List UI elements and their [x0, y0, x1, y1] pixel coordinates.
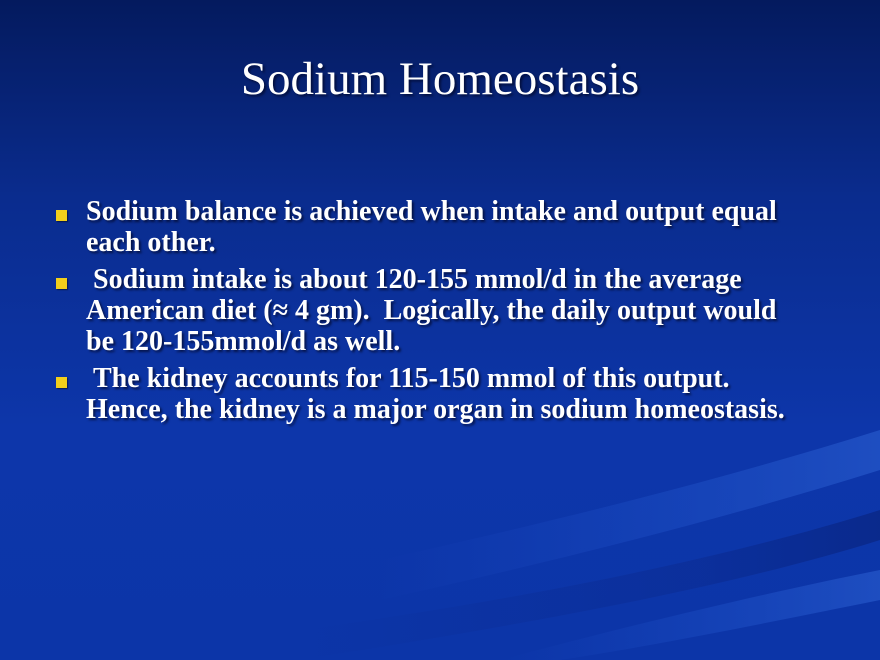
slide-title: Sodium Homeostasis [240, 53, 640, 105]
bullet-item-3 [56, 363, 796, 425]
square-bullet-icon [56, 377, 67, 388]
bullet-text: The kidney accounts for 115-150 mmol of this output. Hence, the kidney is a major organ in sodium homeostasis. [86, 363, 785, 425]
bullet-text: Sodium intake is about 120-155 mmol/d in the average American diet (≈ 4 gm). Logically, the daily output would be 120-155mmol/d as well. [86, 264, 784, 357]
bullet-item-2 [56, 264, 796, 357]
bullet-text: Sodium balance is achieved when intake and output equal each other. [86, 196, 784, 258]
square-bullet-icon [56, 278, 67, 289]
square-bullet-icon [56, 210, 67, 221]
bullet-list [56, 196, 796, 431]
bullet-item-1 [56, 196, 796, 258]
